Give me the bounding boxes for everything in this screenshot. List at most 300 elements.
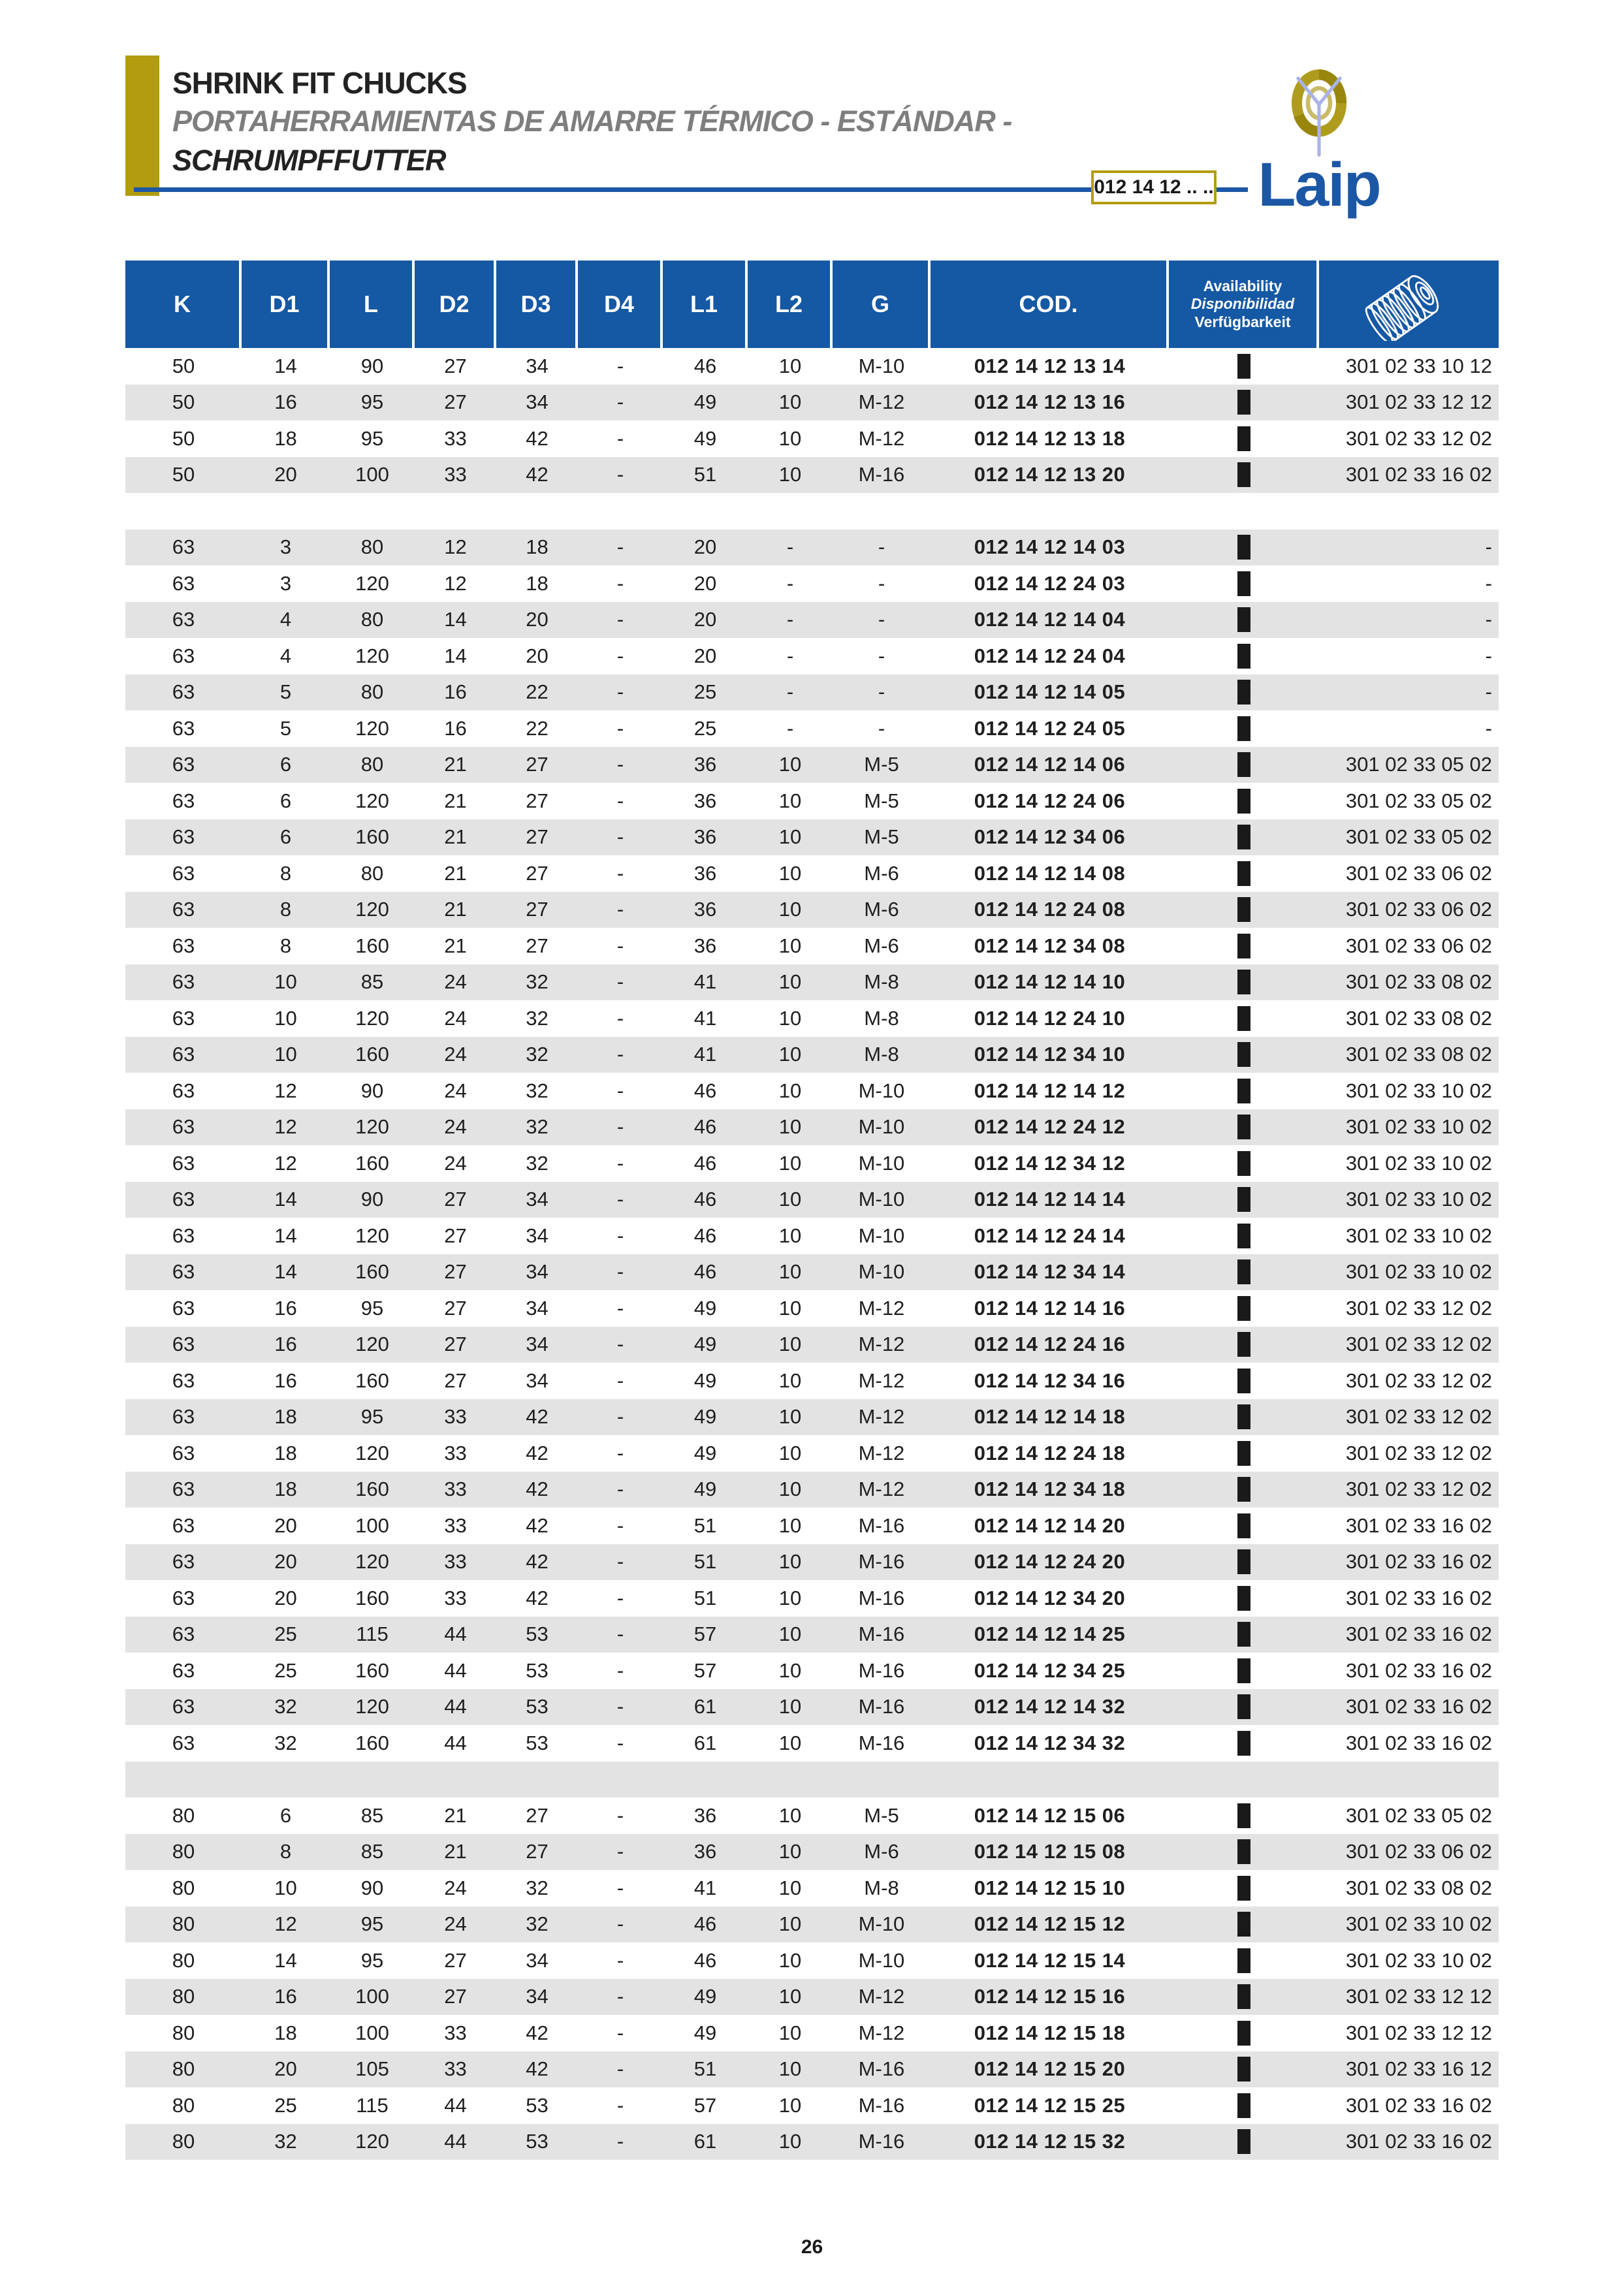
cell-ref: 301 02 33 10 12 <box>1345 354 1492 377</box>
cell-l1: 49 <box>693 2021 717 2044</box>
cell-l2: 10 <box>778 1550 802 1574</box>
col-header-part-image <box>1319 261 1499 348</box>
cell-d1: 8 <box>279 934 292 957</box>
blue-rule-left <box>134 187 1091 192</box>
cell-l2: 10 <box>778 1333 802 1356</box>
table-row <box>125 1544 1499 1581</box>
cell-d2: 27 <box>444 390 467 414</box>
cell-g: M-8 <box>864 1876 899 1899</box>
cell-d2: 27 <box>444 354 467 377</box>
cell-d2: 24 <box>444 1043 467 1066</box>
cell-l: 90 <box>360 1079 384 1102</box>
cell-d3: 42 <box>526 2057 549 2081</box>
cell-k: 63 <box>172 1695 195 1718</box>
availability-marker-icon <box>1237 1441 1250 1466</box>
cell-l2: - <box>786 608 794 631</box>
availability-marker-icon <box>1237 1731 1250 1756</box>
cell-g: M-16 <box>858 2057 905 2081</box>
cell-l1: 49 <box>693 1478 717 1501</box>
cell-d1: 14 <box>274 1188 297 1211</box>
cell-g: M-12 <box>858 1369 905 1392</box>
cell-ref: 301 02 33 16 02 <box>1345 1622 1492 1646</box>
availability-marker-icon <box>1237 1912 1250 1937</box>
cell-availability <box>1169 1363 1319 1399</box>
cell-d3: 32 <box>526 1006 549 1030</box>
cell-k: 63 <box>172 1513 195 1537</box>
cell-cod: 012 14 12 34 14 <box>974 1260 1126 1284</box>
cell-l1: 36 <box>693 934 717 957</box>
availability-marker-icon <box>1237 934 1250 958</box>
cell-d1: 16 <box>274 390 297 414</box>
cell-ref: 301 02 33 10 02 <box>1345 1079 1492 1102</box>
cell-g: M-16 <box>858 1622 905 1646</box>
cell-availability <box>1169 1435 1319 1472</box>
cell-k: 63 <box>172 1115 195 1139</box>
cell-ref: 301 02 33 08 02 <box>1345 970 1492 994</box>
cell-l2: 10 <box>778 934 802 957</box>
table-row <box>125 892 1499 928</box>
table-row <box>125 1653 1499 1689</box>
cell-l2: 10 <box>778 1079 802 1102</box>
cell-d1: 4 <box>279 644 292 667</box>
availability-marker-icon <box>1237 1948 1250 1973</box>
cell-availability <box>1169 530 1319 566</box>
cell-l: 80 <box>360 608 384 631</box>
cell-d4: - <box>616 680 624 704</box>
cell-l1: 36 <box>693 898 717 921</box>
cell-k: 63 <box>172 1006 195 1030</box>
cell-l1: 46 <box>693 354 717 377</box>
cell-ref: - <box>1485 571 1492 595</box>
cell-availability <box>1169 348 1319 385</box>
cell-k: 63 <box>172 1043 195 1066</box>
cell-l1: 46 <box>693 1260 717 1284</box>
cell-d4: - <box>616 1296 624 1320</box>
availability-marker-icon <box>1237 752 1250 777</box>
cell-l2: 10 <box>778 1876 802 1899</box>
cell-l: 120 <box>355 1333 389 1356</box>
cell-d3: 22 <box>526 680 549 704</box>
cell-availability <box>1169 928 1319 964</box>
cell-d4: - <box>616 571 624 595</box>
cell-l: 120 <box>355 716 389 740</box>
cell-availability <box>1169 783 1319 819</box>
cell-l1: 41 <box>693 970 717 994</box>
cell-d3: 32 <box>526 1876 549 1899</box>
cell-availability <box>1169 1073 1319 1109</box>
cell-d4: - <box>616 2057 624 2081</box>
cell-l: 90 <box>360 1188 384 1211</box>
product-code-label: 012 14 12 .. .. <box>1094 176 1214 198</box>
col-header-cod: COD. <box>931 261 1169 348</box>
cell-ref: 301 02 33 12 02 <box>1345 1441 1492 1464</box>
product-code-box <box>1091 170 1217 204</box>
cell-d4: - <box>616 1985 624 2008</box>
table-row <box>125 1907 1499 1943</box>
cell-d2: 44 <box>444 1658 467 1682</box>
cell-l: 85 <box>360 1803 384 1827</box>
cell-l2: - <box>786 680 794 704</box>
cell-availability <box>1169 855 1319 892</box>
cell-k: 63 <box>172 1151 195 1175</box>
table-row <box>125 1145 1499 1182</box>
cell-l1: 25 <box>693 680 717 704</box>
cell-d4: - <box>616 1188 624 1211</box>
cell-l2: 10 <box>778 1006 802 1030</box>
table-row <box>125 674 1499 711</box>
cell-l2: 10 <box>778 1043 802 1066</box>
cell-d4: - <box>616 1550 624 1574</box>
cell-ref: 301 02 33 16 02 <box>1345 463 1492 486</box>
cell-d4: - <box>616 1151 624 1175</box>
cell-l2: 10 <box>778 1948 802 1972</box>
cell-d4: - <box>616 753 624 776</box>
cell-d2: 21 <box>444 1803 467 1827</box>
cell-d2: 33 <box>444 463 467 486</box>
cell-g: M-16 <box>858 1695 905 1718</box>
cell-availability <box>1169 1653 1319 1689</box>
cell-g: M-12 <box>858 426 905 450</box>
cell-l2: 10 <box>778 1513 802 1537</box>
cell-l1: 46 <box>693 1912 717 1936</box>
cell-l2: 10 <box>778 426 802 450</box>
cell-g: M-6 <box>864 861 899 885</box>
availability-marker-icon <box>1237 1803 1250 1828</box>
cell-l2: 10 <box>778 1478 802 1501</box>
cell-d1: 10 <box>274 1876 297 1899</box>
cell-availability <box>1169 1580 1319 1617</box>
cell-d1: 14 <box>274 354 297 377</box>
cell-ref: 301 02 33 12 12 <box>1345 390 1492 414</box>
cell-l2: - <box>786 716 794 740</box>
cell-d3: 22 <box>526 716 549 740</box>
cell-l2: 10 <box>778 970 802 994</box>
cell-availability <box>1169 819 1319 856</box>
cell-g: M-10 <box>858 1079 905 1102</box>
cell-k: 50 <box>172 354 195 377</box>
cell-d1: 6 <box>279 753 292 776</box>
availability-marker-icon <box>1237 2129 1250 2154</box>
cell-d1: 14 <box>274 1224 297 1247</box>
group-gap-row <box>125 1762 1499 1798</box>
cell-l1: 25 <box>693 716 717 740</box>
cell-g: M-16 <box>858 1658 905 1682</box>
table-row <box>125 1109 1499 1146</box>
cell-availability <box>1169 1000 1319 1037</box>
cell-l2: 10 <box>778 789 802 812</box>
cell-d4: - <box>616 390 624 414</box>
cell-d4: - <box>616 1478 624 1501</box>
availability-marker-icon <box>1237 861 1250 886</box>
cell-ref: - <box>1485 716 1492 740</box>
cell-l1: 46 <box>693 1151 717 1175</box>
cell-d2: 14 <box>444 608 467 631</box>
cell-k: 63 <box>172 1658 195 1682</box>
cell-k: 63 <box>172 1550 195 1574</box>
cell-l: 80 <box>360 535 384 559</box>
cell-k: 50 <box>172 390 195 414</box>
cell-g: - <box>878 716 885 740</box>
table-row <box>125 747 1499 783</box>
cell-d2: 21 <box>444 934 467 957</box>
cell-d1: 20 <box>274 1550 297 1574</box>
cell-k: 80 <box>172 2021 195 2044</box>
availability-marker-icon <box>1237 571 1250 596</box>
cell-cod: 012 14 12 15 25 <box>974 2093 1126 2117</box>
cell-g: M-8 <box>864 1043 899 1066</box>
cell-d4: - <box>616 898 624 921</box>
cell-d2: 24 <box>444 1151 467 1175</box>
cell-k: 63 <box>172 861 195 885</box>
cell-ref: 301 02 33 12 12 <box>1345 2021 1492 2044</box>
cell-g: M-10 <box>858 1948 905 1972</box>
cell-g: M-12 <box>858 1296 905 1320</box>
cell-d1: 5 <box>279 716 292 740</box>
cell-l1: 20 <box>693 608 717 631</box>
cell-ref: 301 02 33 10 02 <box>1345 1260 1492 1284</box>
cell-l2: - <box>786 535 794 559</box>
col-header-g: G <box>833 261 931 348</box>
cell-d3: 42 <box>526 2021 549 2044</box>
cell-d2: 27 <box>444 1333 467 1356</box>
cell-l1: 61 <box>693 2130 717 2153</box>
cell-d2: 24 <box>444 1876 467 1899</box>
table-row <box>125 1363 1499 1399</box>
cell-l2: 10 <box>778 1658 802 1682</box>
cell-d4: - <box>616 1622 624 1646</box>
cell-l2: - <box>786 644 794 667</box>
cell-availability <box>1169 1979 1319 2016</box>
cell-d4: - <box>616 789 624 812</box>
cell-cod: 012 14 12 24 03 <box>974 571 1126 595</box>
cell-cod: 012 14 12 14 10 <box>974 970 1126 994</box>
cell-l1: 41 <box>693 1043 717 1066</box>
availability-marker-icon <box>1237 2021 1250 2046</box>
cell-availability <box>1169 1399 1319 1436</box>
cell-d3: 32 <box>526 1079 549 1102</box>
cell-g: M-8 <box>864 970 899 994</box>
cell-l: 90 <box>360 354 384 377</box>
cell-d1: 6 <box>279 825 292 849</box>
cell-l1: 57 <box>693 1622 717 1646</box>
cell-l2: 10 <box>778 753 802 776</box>
cell-d4: - <box>616 354 624 377</box>
cell-d2: 33 <box>444 1441 467 1464</box>
cell-g: M-16 <box>858 2093 905 2117</box>
cell-l2: 10 <box>778 2021 802 2044</box>
cell-l1: 61 <box>693 1731 717 1754</box>
availability-marker-icon <box>1237 1187 1250 1212</box>
table-row <box>125 855 1499 892</box>
cell-l2: 10 <box>778 1115 802 1139</box>
cell-cod: 012 14 12 15 18 <box>974 2021 1126 2044</box>
cell-availability <box>1169 1689 1319 1726</box>
cell-k: 63 <box>172 608 195 631</box>
cell-d1: 4 <box>279 608 292 631</box>
cell-d1: 20 <box>274 1513 297 1537</box>
table-row <box>125 1797 1499 1834</box>
table-row <box>125 638 1499 674</box>
cell-d1: 14 <box>274 1260 297 1284</box>
cell-l1: 46 <box>693 1948 717 1972</box>
cell-k: 63 <box>172 716 195 740</box>
cell-l1: 51 <box>693 2057 717 2081</box>
cell-l: 160 <box>355 825 389 849</box>
cell-k: 63 <box>172 1333 195 1356</box>
table-row <box>125 1725 1499 1762</box>
availability-marker-icon <box>1237 1079 1250 1103</box>
cell-d1: 14 <box>274 1948 297 1972</box>
cell-l2: 10 <box>778 1731 802 1754</box>
cell-d3: 42 <box>526 463 549 486</box>
availability-marker-icon <box>1237 1296 1250 1321</box>
cell-l: 95 <box>360 390 384 414</box>
cell-availability <box>1169 1725 1319 1762</box>
cell-g: M-12 <box>858 390 905 414</box>
cell-l1: 46 <box>693 1224 717 1247</box>
cell-d3: 34 <box>526 1188 549 1211</box>
cell-availability <box>1169 747 1319 783</box>
table-row <box>125 1942 1499 1979</box>
cell-d4: - <box>616 1043 624 1066</box>
page-subtitle-german: SCHRUMPFFUTTER <box>172 144 446 177</box>
availability-marker-icon <box>1237 1513 1250 1538</box>
cell-d2: 33 <box>444 1478 467 1501</box>
cell-d2: 24 <box>444 970 467 994</box>
table-row <box>125 1472 1499 1508</box>
cell-d4: - <box>616 934 624 957</box>
cell-l: 95 <box>360 1948 384 1972</box>
cell-l: 160 <box>355 1043 389 1066</box>
cell-g: M-5 <box>864 825 899 849</box>
availability-marker-icon <box>1237 1876 1250 1901</box>
cell-k: 63 <box>172 1478 195 1501</box>
cell-d3: 42 <box>526 1513 549 1537</box>
cell-d2: 21 <box>444 789 467 812</box>
table-row <box>125 2015 1499 2051</box>
cell-l1: 57 <box>693 1658 717 1682</box>
cell-l2: 10 <box>778 2093 802 2117</box>
cell-l: 80 <box>360 680 384 704</box>
cell-d1: 20 <box>274 2057 297 2081</box>
cell-d2: 21 <box>444 753 467 776</box>
cell-l: 100 <box>355 1513 389 1537</box>
cell-d4: - <box>616 2093 624 2117</box>
cell-l2: 10 <box>778 1803 802 1827</box>
cell-d3: 34 <box>526 390 549 414</box>
cell-d1: 25 <box>274 2093 297 2117</box>
cell-d2: 24 <box>444 1912 467 1936</box>
laip-propeller-icon <box>1285 64 1353 161</box>
cell-availability <box>1169 674 1319 711</box>
cell-cod: 012 14 12 14 12 <box>974 1079 1126 1102</box>
cell-l: 120 <box>355 1695 389 1718</box>
cell-d4: - <box>616 1586 624 1609</box>
cell-l2: 10 <box>778 2057 802 2081</box>
cell-l: 120 <box>355 571 389 595</box>
cell-d4: - <box>616 1803 624 1827</box>
cell-l1: 20 <box>693 644 717 667</box>
laip-logo-text: Laip <box>1258 150 1380 219</box>
cell-l: 120 <box>355 1006 389 1030</box>
cell-g: M-16 <box>858 463 905 486</box>
cell-d3: 42 <box>526 426 549 450</box>
cell-d2: 27 <box>444 1296 467 1320</box>
cell-d1: 16 <box>274 1333 297 1356</box>
cell-g: M-6 <box>864 934 899 957</box>
cell-d1: 32 <box>274 1731 297 1754</box>
cell-g: M-5 <box>864 1803 899 1827</box>
col-header-d3: D3 <box>496 261 578 348</box>
cell-k: 63 <box>172 571 195 595</box>
cell-l: 120 <box>355 1224 389 1247</box>
cell-l1: 46 <box>693 1079 717 1102</box>
cell-d2: 33 <box>444 1405 467 1429</box>
cell-cod: 012 14 12 15 14 <box>974 1948 1126 1972</box>
cell-cod: 012 14 12 14 14 <box>974 1188 1126 1211</box>
threaded-screw-icon <box>1357 268 1461 341</box>
cell-d4: - <box>616 1658 624 1682</box>
cell-availability <box>1169 1834 1319 1871</box>
cell-availability <box>1169 1907 1319 1943</box>
table-row <box>125 819 1499 856</box>
cell-d1: 20 <box>274 1586 297 1609</box>
table-row <box>125 1073 1499 1109</box>
cell-k: 63 <box>172 1224 195 1247</box>
cell-ref: 301 02 33 08 02 <box>1345 1043 1492 1066</box>
availability-marker-icon <box>1237 535 1250 560</box>
availability-marker-icon <box>1237 897 1250 922</box>
cell-d4: - <box>616 861 624 885</box>
cell-availability <box>1169 2051 1319 2088</box>
cell-d2: 24 <box>444 1006 467 1030</box>
cell-d1: 18 <box>274 426 297 450</box>
cell-d1: 8 <box>279 861 292 885</box>
cell-cod: 012 14 12 24 10 <box>974 1006 1126 1030</box>
group-gap-row <box>125 493 1499 530</box>
cell-k: 63 <box>172 1079 195 1102</box>
availability-marker-icon <box>1237 789 1250 814</box>
cell-availability <box>1169 964 1319 1001</box>
table-row <box>125 1000 1499 1037</box>
availability-marker-icon <box>1237 2057 1250 2081</box>
cell-d1: 18 <box>274 1405 297 1429</box>
cell-d1: 6 <box>279 789 292 812</box>
cell-g: M-10 <box>858 1224 905 1247</box>
cell-g: M-12 <box>858 2021 905 2044</box>
cell-availability <box>1169 2087 1319 2124</box>
cell-d2: 44 <box>444 1622 467 1646</box>
cell-d4: - <box>616 608 624 631</box>
cell-ref: - <box>1485 680 1492 704</box>
cell-d3: 32 <box>526 970 549 994</box>
cell-k: 80 <box>172 1876 195 1899</box>
cell-d2: 27 <box>444 1369 467 1392</box>
availability-marker-icon <box>1237 644 1250 669</box>
cell-d2: 21 <box>444 1840 467 1863</box>
cell-d3: 32 <box>526 1115 549 1139</box>
cell-k: 63 <box>172 898 195 921</box>
cell-ref: - <box>1485 608 1492 631</box>
cell-d2: 33 <box>444 2021 467 2044</box>
cell-k: 63 <box>172 1296 195 1320</box>
table-row <box>125 1689 1499 1726</box>
cell-k: 63 <box>172 1369 195 1392</box>
cell-l2: 10 <box>778 1622 802 1646</box>
page-subtitle-spanish: PORTAHERRAMIENTAS DE AMARRE TÉRMICO - ESTÁNDAR - <box>172 104 1012 138</box>
cell-g: M-5 <box>864 753 899 776</box>
cell-cod: 012 14 12 24 06 <box>974 789 1126 812</box>
